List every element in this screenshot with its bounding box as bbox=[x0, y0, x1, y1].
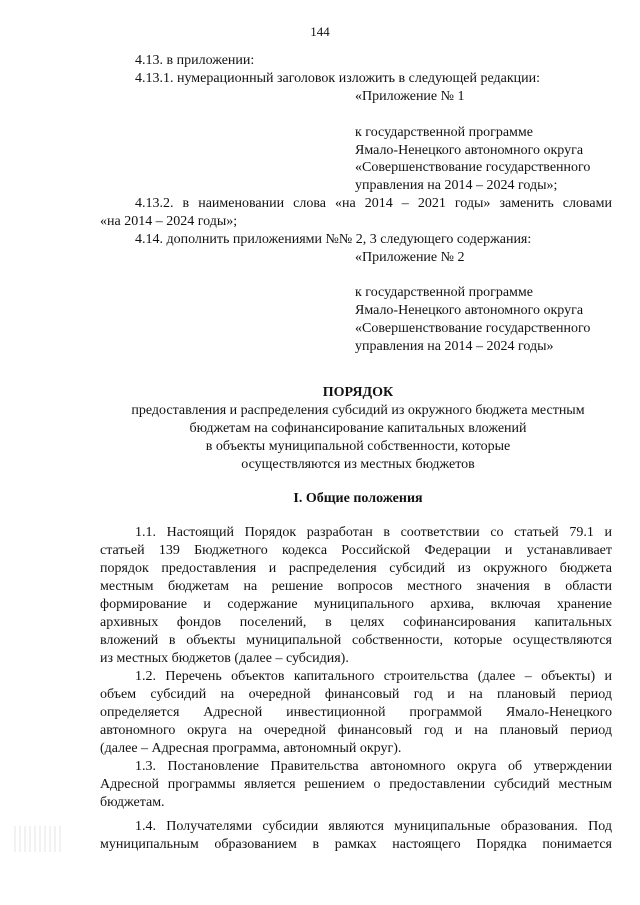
scan-artifact bbox=[14, 826, 64, 852]
paragraph-line: Адресной программы является решением о предоставлении субсидий местным bbox=[100, 777, 612, 792]
paragraph-line: (далее – Адресная программа, автономный округ). bbox=[100, 741, 402, 756]
appendix-2-caption-line: к государственной программе bbox=[355, 285, 533, 300]
paragraph-line: муниципальным образованием в рамках настоящего Порядка понимается bbox=[100, 837, 612, 852]
appendix-1-caption-line: Ямало-Ненецкого автономного округа bbox=[355, 143, 584, 158]
paragraph-line: бюджетам. bbox=[100, 795, 165, 810]
appendix-2-caption-line: Ямало-Ненецкого автономного округа bbox=[355, 303, 584, 318]
appendix-2-heading: «Приложение № 2 bbox=[355, 250, 465, 265]
paragraph-line: архивных фондов поселений, в целях софинансирования капитальных bbox=[100, 615, 612, 630]
appendix-1-caption-line: к государственной программе bbox=[355, 125, 533, 140]
document-subtitle-line: предоставления и распределения субсидий из окружного бюджета местным bbox=[131, 403, 585, 418]
paragraph-line: формирование и содержание муниципального архива, включая хранение bbox=[100, 597, 612, 612]
paragraph-line: порядок предоставления и распределения субсидий из окружного бюджета bbox=[100, 561, 612, 576]
paragraph-line: 1.4. Получателями субсидии являются муниципальные образования. Под bbox=[135, 819, 612, 834]
document-subtitle-line: в объекты муниципальной собственности, которые bbox=[205, 439, 511, 454]
document-title: ПОРЯДОК bbox=[322, 385, 394, 400]
item-4-14: 4.14. дополнить приложениями №№ 2, 3 следующего содержания: bbox=[135, 232, 532, 247]
paragraph-line: вложений в объекты муниципальной собственности, которые осуществляются bbox=[100, 633, 612, 648]
appendix-2-caption-line: «Совершенствование государственного bbox=[355, 321, 591, 336]
item-4-13-2-line: «на 2014 – 2024 годы»; bbox=[100, 214, 238, 229]
item-4-13: 4.13. в приложении: bbox=[135, 53, 255, 68]
paragraph-line: из местных бюджетов (далее – субсидия). bbox=[100, 651, 349, 666]
paragraph-line: автономного округа на очередной финансовый год и на плановый период bbox=[100, 723, 612, 738]
document-subtitle-line: осуществляются из местных бюджетов bbox=[241, 457, 475, 472]
paragraph-line: определяется Адресной инвестиционной программой Ямало-Ненецкого bbox=[100, 705, 612, 720]
appendix-1-heading: «Приложение № 1 bbox=[355, 89, 465, 104]
page-number: 144 bbox=[310, 24, 330, 39]
paragraph-line: 1.1. Настоящий Порядок разработан в соответствии со статьей 79.1 и bbox=[135, 525, 612, 540]
appendix-2-caption-line: управления на 2014 – 2024 годы» bbox=[355, 339, 554, 354]
document-subtitle-line: бюджетам на софинансирование капитальных вложений bbox=[189, 421, 527, 436]
item-4-13-1: 4.13.1. нумерационный заголовок изложить в следующей редакции: bbox=[135, 71, 540, 86]
section-heading: I. Общие положения bbox=[293, 491, 423, 506]
paragraph-line: 1.2. Перечень объектов капитального строительства (далее – объекты) и bbox=[135, 669, 612, 684]
paragraph-line: статьей 139 Бюджетного кодекса Российской Федерации и устанавливает bbox=[100, 543, 612, 558]
appendix-1-caption-line: «Совершенствование государственного bbox=[355, 160, 591, 175]
appendix-1-caption-line: управления на 2014 – 2024 годы»; bbox=[355, 178, 558, 193]
item-4-13-2-line: 4.13.2. в наименовании слова «на 2014 – 2021 годы» заменить словами bbox=[135, 196, 612, 211]
paragraph-line: местным бюджетам на решение вопросов местного значения в области bbox=[100, 579, 612, 594]
paragraph-line: объем субсидий на очередной финансовый год и на плановый период bbox=[100, 687, 612, 702]
paragraph-line: 1.3. Постановление Правительства автономного округа об утверждении bbox=[135, 759, 612, 774]
